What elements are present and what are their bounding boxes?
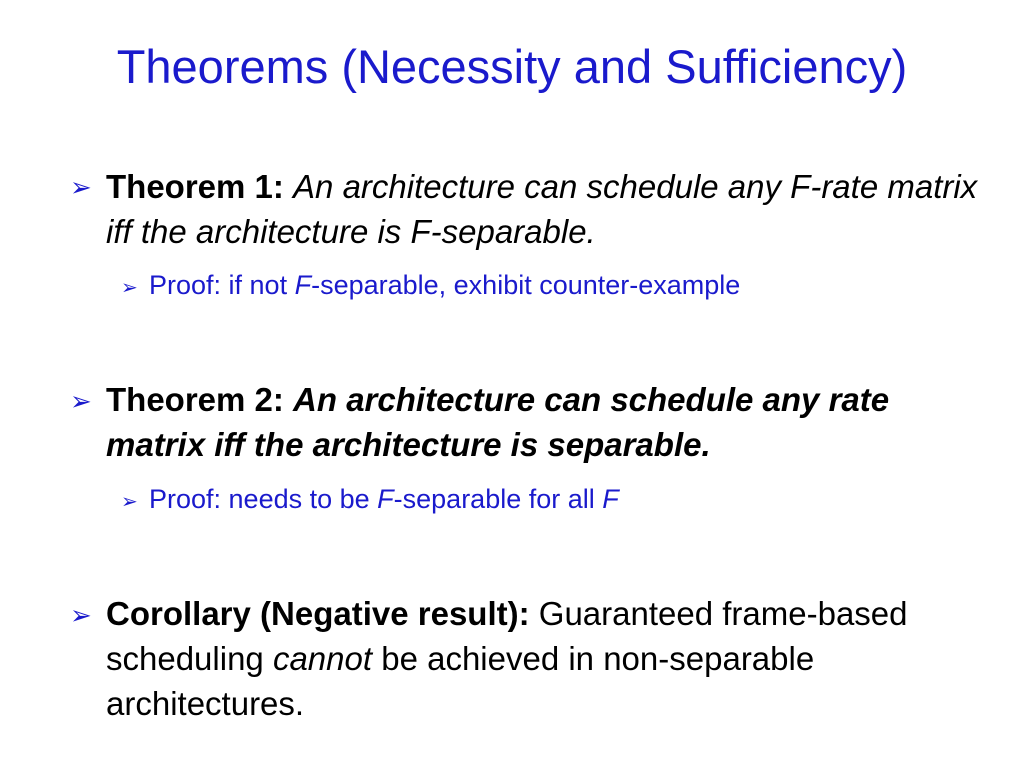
corollary-text-before: Guaranteed frame-based scheduling bbox=[106, 595, 908, 677]
arrowhead-bullet-icon: ➢ bbox=[121, 491, 138, 513]
arrowhead-bullet-icon: ➢ bbox=[70, 600, 92, 630]
corollary-bullet bbox=[106, 591, 986, 726]
arrowhead-bullet-icon: ➢ bbox=[70, 172, 92, 202]
arrowhead-bullet-icon: ➢ bbox=[121, 277, 138, 299]
theorem-2-proof bbox=[149, 482, 989, 516]
theorem-2-label: Theorem 2: bbox=[106, 381, 284, 418]
slide-title: Theorems (Necessity and Sufficiency) bbox=[116, 40, 908, 93]
theorem-1-bullet bbox=[106, 164, 986, 254]
corollary-italic-word: cannot bbox=[272, 640, 373, 677]
theorem-2-proof-italic: F bbox=[377, 484, 394, 514]
theorem-2-proof-middle: -separable for all bbox=[393, 484, 603, 514]
corollary-text-after: be achieved in non-separable architectures. bbox=[106, 640, 815, 722]
theorem-1-proof-suffix: -separable, exhibit counter-example bbox=[311, 270, 741, 300]
theorem-1-proof bbox=[149, 268, 989, 302]
theorem-2-statement: An architecture can schedule any rate matrix iff the architecture is separable. bbox=[106, 381, 890, 463]
corollary-label: Corollary (Negative result): bbox=[106, 595, 530, 632]
theorem-1-label: Theorem 1: bbox=[106, 168, 284, 205]
theorem-1-proof-italic: F bbox=[294, 270, 312, 300]
theorem-2-bullet bbox=[106, 377, 986, 467]
theorem-2-proof-prefix: Proof: needs to be bbox=[149, 484, 378, 514]
theorem-2-proof-italic-end: F bbox=[602, 484, 619, 514]
theorem-1-proof-prefix: Proof: if not bbox=[149, 270, 295, 300]
arrowhead-bullet-icon: ➢ bbox=[70, 386, 92, 416]
theorem-1-statement: An architecture can schedule any F-rate matrix iff the architecture is F-separable. bbox=[106, 168, 978, 250]
